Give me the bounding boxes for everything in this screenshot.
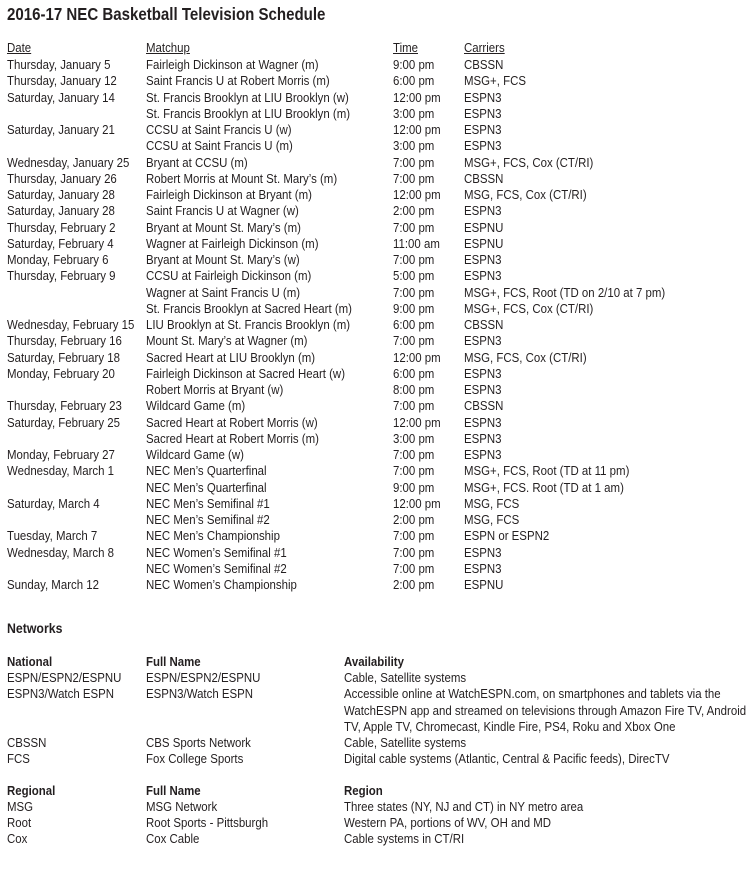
row-matchup: NEC Women’s Semifinal #2 [146,560,287,576]
row-time: 7:00 pm [393,252,435,267]
table-row [0,545,750,561]
row-time: 2:00 pm [393,512,435,527]
row-matchup: Bryant at Mount St. Mary’s (m) [146,219,301,235]
row-carriers: ESPN3 [464,560,502,576]
row-date: Monday, February 27 [7,447,115,462]
row-time: 7:00 pm [393,154,435,170]
row-date: Saturday, February 4 [7,235,114,251]
row-matchup: Fairleigh Dickinson at Sacred Heart (w) [146,365,346,381]
table-row [0,155,750,171]
table-row [0,528,750,544]
row-time: 3:00 pm [393,138,435,154]
national-header-col2: Full Name [146,654,201,669]
row-time: 12:00 pm [393,495,441,511]
row-matchup: Sacred Heart at Robert Morris (w) [146,414,318,430]
row-carriers: ESPN3 [464,268,502,284]
row-carriers: ESPN3 [464,544,502,560]
row-matchup: NEC Men’s Semifinal #1 [146,495,270,511]
row-time: 9:00 pm [393,57,435,72]
table-row [0,333,750,349]
regional-full: Cox Cable [146,831,200,846]
schedule-header [0,40,750,56]
row-carriers: MSG+, FCS, Cox (CT/RI) [464,300,594,316]
regional-header-col3: Region [344,783,383,798]
row-time: 7:00 pm [393,333,435,349]
row-time: 12:00 pm [393,414,441,430]
table-row [0,398,750,414]
row-matchup: NEC Women’s Semifinal #1 [146,544,287,560]
row-matchup: NEC Men’s Quarterfinal [146,463,267,479]
table-row [0,301,750,317]
row-date: Wednesday, January 25 [7,154,130,170]
row-matchup: Saint Francis U at Wagner (w) [146,203,299,219]
row-time: 6:00 pm [393,73,435,89]
table-row [0,90,750,106]
table-row [0,366,750,382]
row-carriers: ESPNU [464,235,504,251]
row-carriers: ESPN or ESPN2 [464,528,550,544]
national-info-text: Digital cable systems (Atlantic, Central & Pacific feeds), DirecTV [344,751,670,766]
row-date: Saturday, February 25 [7,414,120,430]
row-time: 7:00 pm [393,560,435,576]
row-matchup: St. Francis Brooklyn at Sacred Heart (m) [146,300,352,316]
row-carriers: ESPN3 [464,333,502,349]
row-time: 3:00 pm [393,430,435,446]
row-matchup: CCSU at Saint Francis U (w) [146,122,292,137]
table-row [0,252,750,268]
header-time: Time [393,40,418,55]
table-row [0,268,750,284]
row-matchup: Mount St. Mary’s at Wagner (m) [146,333,308,349]
row-carriers: ESPN3 [464,89,502,105]
table-row [0,122,750,138]
national-header-col1: National [7,654,53,669]
table-row [0,138,750,154]
table-row [0,496,750,512]
regional-abbr: MSG [7,799,34,814]
row-date: Tuesday, March 7 [7,528,98,544]
regional-info [344,799,744,816]
regional-header-col1: Regional [7,783,56,798]
national-info [344,735,744,752]
row-carriers: MSG+, FCS [464,73,526,89]
table-row [0,447,750,463]
row-carriers: ESPNU [464,577,504,592]
row-matchup: Bryant at CCSU (m) [146,154,248,170]
table-row [0,203,750,219]
row-matchup: St. Francis Brooklyn at LIU Brooklyn (w) [146,89,349,105]
table-row [0,480,750,496]
row-time: 2:00 pm [393,577,435,592]
row-time: 7:00 pm [393,447,435,462]
row-time: 7:00 pm [393,219,435,235]
row-matchup: NEC Men’s Semifinal #2 [146,512,270,527]
row-date: Saturday, January 21 [7,122,115,137]
table-row [0,220,750,236]
national-header-col3: Availability [344,654,404,669]
row-carriers: ESPN3 [464,105,502,121]
row-matchup: Bryant at Mount St. Mary’s (w) [146,252,300,267]
row-time: 7:00 pm [393,170,435,186]
regional-info-text: Three states (NY, NJ and CT) in NY metro area [344,799,584,814]
row-matchup: Fairleigh Dickinson at Bryant (m) [146,187,312,202]
row-time: 8:00 pm [393,382,435,397]
regional-info-text: Western PA, portions of WV, OH and MD [344,815,552,830]
national-info-text: Accessible online at WatchESPN.com, on smartphones and tablets via the WatchESPN app and streamed on televisions through Amazon Fire TV, Android TV, Apple TV, Chromecast, Kindle Fire, PS4, Roku and Xbox One [344,686,747,734]
regional-info [344,831,744,848]
row-matchup: Wagner at Fairleigh Dickinson (m) [146,235,319,251]
national-full: CBS Sports Network [146,735,251,750]
row-matchup: Robert Morris at Bryant (w) [146,382,284,397]
row-date: Sunday, March 12 [7,577,100,592]
row-carriers: ESPN3 [464,365,502,381]
row-carriers: MSG, FCS, Cox (CT/RI) [464,349,587,365]
national-info [344,686,750,736]
row-date: Thursday, February 16 [7,333,122,349]
table-row [0,431,750,447]
row-time: 6:00 pm [393,365,435,381]
national-abbr: ESPN3/Watch ESPN [7,686,115,701]
row-time: 12:00 pm [393,349,441,365]
row-carriers: MSG+, FCS. Root (TD at 1 am) [464,479,624,495]
row-date: Wednesday, March 8 [7,544,115,560]
row-matchup: CCSU at Fairleigh Dickinson (m) [146,268,312,284]
table-row [0,463,750,479]
row-date: Wednesday, March 1 [7,463,115,479]
row-matchup: LIU Brooklyn at St. Francis Brooklyn (m) [146,317,351,332]
row-time: 7:00 pm [393,544,435,560]
header-matchup: Matchup [146,40,190,55]
row-date: Thursday, February 2 [7,219,116,235]
table-row [0,382,750,398]
national-info [344,751,744,768]
regional-abbr: Root [7,815,32,830]
national-info [344,670,744,687]
row-carriers: MSG, FCS, Cox (CT/RI) [464,187,587,202]
row-carriers: ESPN3 [464,430,502,446]
row-carriers: MSG, FCS [464,512,520,527]
row-carriers: MSG+, FCS, Cox (CT/RI) [464,154,594,170]
row-time: 12:00 pm [393,89,441,105]
row-time: 9:00 pm [393,479,435,495]
row-date: Saturday, January 28 [7,203,115,219]
row-matchup: Fairleigh Dickinson at Wagner (m) [146,57,319,72]
table-row [0,561,750,577]
row-date: Wednesday, February 15 [7,317,135,332]
row-date: Monday, February 20 [7,365,115,381]
regional-full: MSG Network [146,799,218,814]
row-matchup: Saint Francis U at Robert Morris (m) [146,73,330,89]
row-carriers: CBSSN [464,398,504,414]
row-time: 7:00 pm [393,284,435,300]
page-title: 2016-17 NEC Basketball Television Schedule [7,4,326,24]
row-date: Thursday, February 9 [7,268,116,284]
national-abbr: ESPN/ESPN2/ESPNU [7,670,122,685]
regional-info-text: Cable systems in CT/RI [344,831,465,846]
row-date: Thursday, January 26 [7,170,117,186]
row-time: 12:00 pm [393,122,441,137]
row-carriers: ESPNU [464,219,504,235]
table-row [0,577,750,593]
table-row [0,106,750,122]
row-carriers: ESPN3 [464,138,502,154]
table-row [0,285,750,301]
table-row [0,317,750,333]
schedule-table [0,57,750,593]
row-matchup: Robert Morris at Mount St. Mary’s (m) [146,170,338,186]
national-info-text: Cable, Satellite systems [344,670,467,685]
row-time: 12:00 pm [393,187,441,202]
row-time: 7:00 pm [393,463,435,479]
row-date: Saturday, January 28 [7,187,115,202]
row-matchup: Wildcard Game (m) [146,398,246,414]
row-time: 11:00 am [393,235,440,251]
row-time: 7:00 pm [393,528,435,544]
row-date: Saturday, January 14 [7,89,115,105]
row-date: Thursday, January 5 [7,57,111,72]
row-matchup: St. Francis Brooklyn at LIU Brooklyn (m) [146,105,351,121]
row-carriers: ESPN3 [464,203,502,219]
table-row [0,236,750,252]
row-carriers: ESPN3 [464,252,502,267]
networks-title: Networks [7,620,63,636]
row-time: 5:00 pm [393,268,435,284]
row-carriers: CBSSN [464,57,504,72]
row-date: Thursday, January 12 [7,73,117,89]
row-matchup: CCSU at Saint Francis U (m) [146,138,293,154]
row-carriers: ESPN3 [464,122,502,137]
table-row [0,512,750,528]
row-time: 7:00 pm [393,398,435,414]
row-time: 6:00 pm [393,317,435,332]
row-matchup: NEC Women’s Championship [146,577,297,592]
national-full: ESPN/ESPN2/ESPNU [146,670,261,685]
row-date: Monday, February 6 [7,252,109,267]
regional-full: Root Sports - Pittsburgh [146,815,269,830]
regional-header-col2: Full Name [146,783,201,798]
header-carriers: Carriers [464,40,505,55]
national-full: Fox College Sports [146,751,244,766]
row-time: 2:00 pm [393,203,435,219]
row-date: Thursday, February 23 [7,398,122,414]
regional-abbr: Cox [7,831,28,846]
row-carriers: CBSSN [464,170,504,186]
row-carriers: ESPN3 [464,382,502,397]
national-abbr: CBSSN [7,735,47,750]
row-matchup: Wildcard Game (w) [146,447,244,462]
table-row [0,350,750,366]
row-matchup: NEC Men’s Championship [146,528,280,544]
row-date: Saturday, February 18 [7,349,120,365]
row-time: 9:00 pm [393,300,435,316]
row-carriers: MSG, FCS [464,495,520,511]
row-carriers: ESPN3 [464,414,502,430]
national-info-text: Cable, Satellite systems [344,735,467,750]
national-full: ESPN3/Watch ESPN [146,686,254,701]
row-matchup: NEC Men’s Quarterfinal [146,479,267,495]
table-row [0,415,750,431]
row-matchup: Sacred Heart at Robert Morris (m) [146,430,319,446]
row-matchup: Sacred Heart at LIU Brooklyn (m) [146,349,316,365]
table-row [0,73,750,89]
table-row [0,187,750,203]
row-date: Saturday, March 4 [7,495,100,511]
national-abbr: FCS [7,751,30,766]
row-carriers: MSG+, FCS, Root (TD on 2/10 at 7 pm) [464,284,666,300]
header-date: Date [7,40,32,55]
row-carriers: ESPN3 [464,447,502,462]
row-carriers: MSG+, FCS, Root (TD at 11 pm) [464,463,630,479]
row-matchup: Wagner at Saint Francis U (m) [146,284,301,300]
table-row [0,57,750,73]
table-row [0,171,750,187]
row-carriers: CBSSN [464,317,504,332]
regional-info [344,815,744,832]
row-time: 3:00 pm [393,105,435,121]
